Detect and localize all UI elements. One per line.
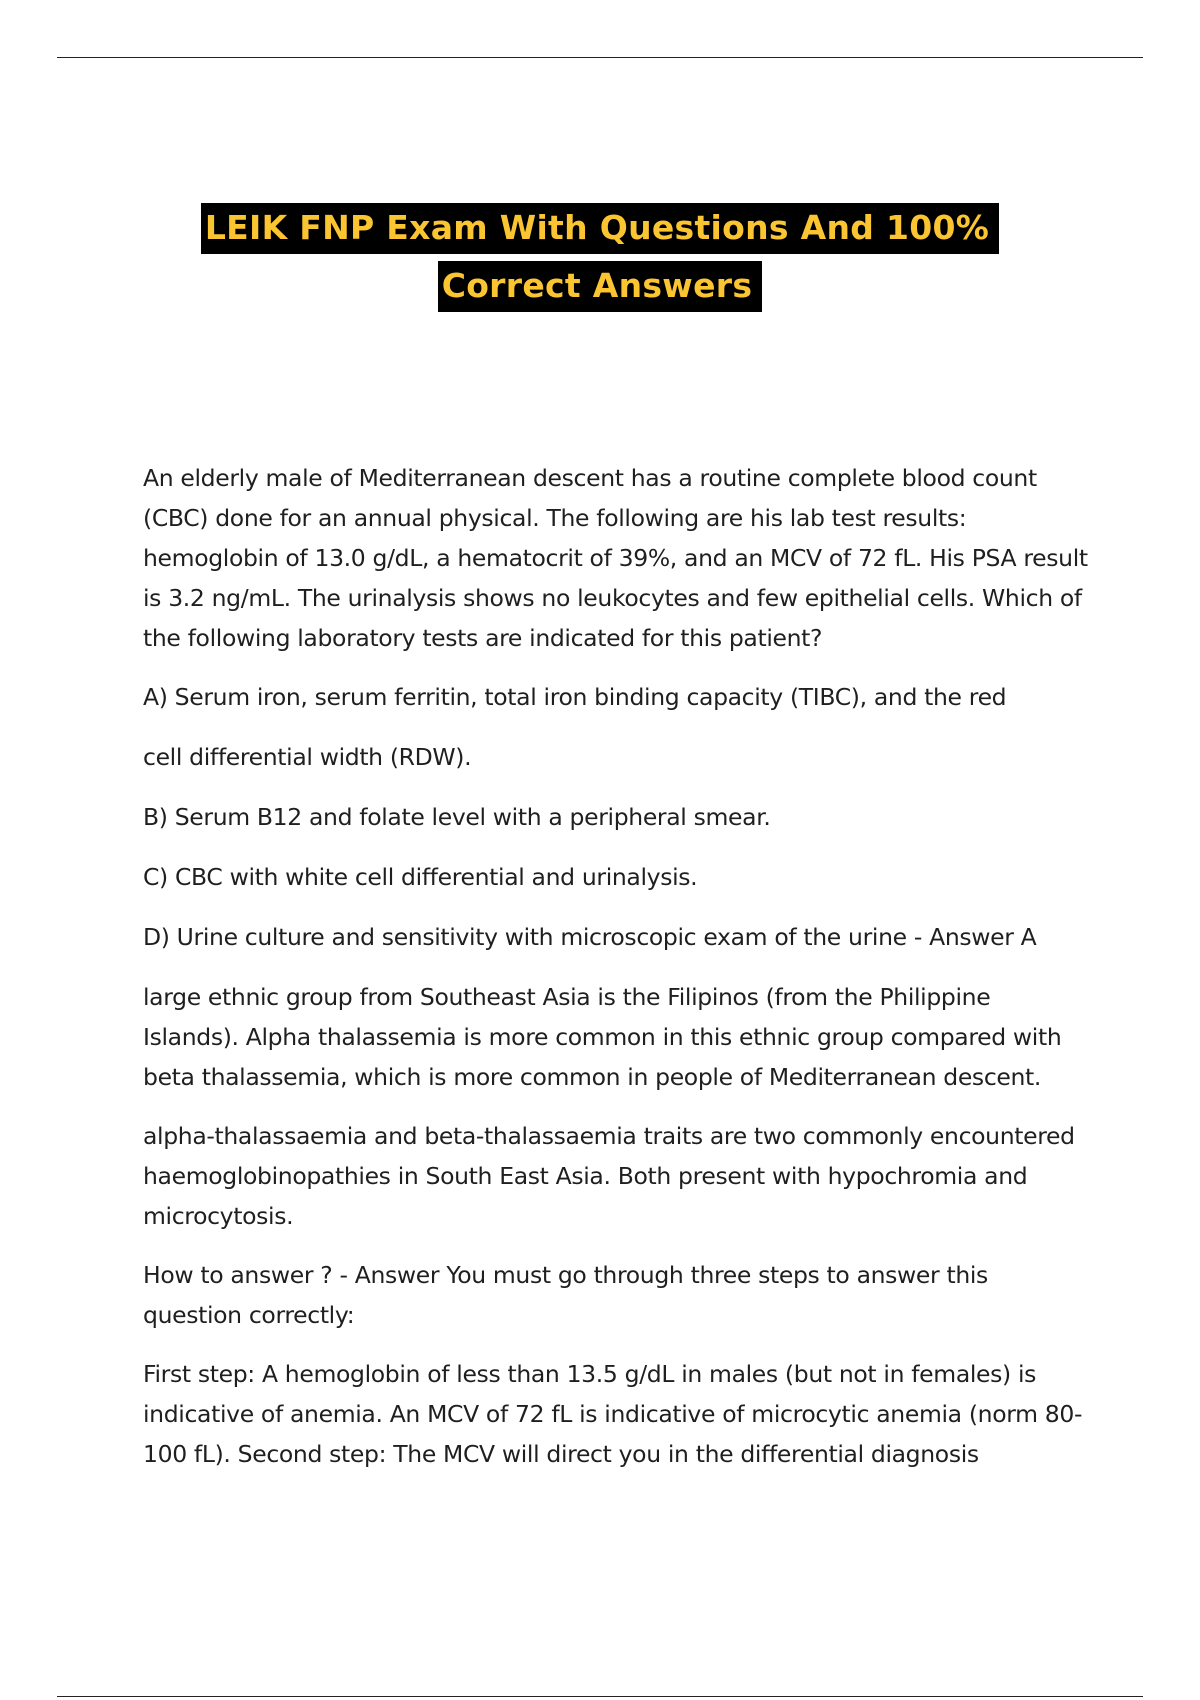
option-c: C) CBC with white cell differential and urinalysis. — [143, 863, 698, 891]
question-paragraph: An elderly male of Mediterranean descent has a routine complete blood count (CBC) done for an annual physical. The following are his lab test results: hemoglobin of 13.0 g/dL, a hematocrit of 39%, and an MCV of 72 fL. His PSA result is 3.2 ng/mL. The urinalysis shows no leukocytes and few epithelial cells. Which of the following laboratory tests are indicated for this patient? — [143, 464, 1088, 652]
option-a-line-1: A) Serum iron, serum ferritin, total iron binding capacity (TIBC), and the red — [143, 683, 1007, 711]
document-body — [143, 458, 1093, 1493]
option-a-line-2: cell differential width (RDW). — [143, 743, 472, 771]
top-rule — [57, 57, 1143, 58]
title-line-2: Correct Answers — [438, 261, 763, 312]
document-title — [0, 203, 1200, 319]
first-step-paragraph: First step: A hemoglobin of less than 13.5 g/dL in males (but not in females) is indicative of anemia. An MCV of 72 fL is indicative of microcytic anemia (norm 80-100 fL). Second step: The MCV will direct you in the differential diagnosis — [143, 1360, 1083, 1468]
explanation-paragraph: large ethnic group from Southeast Asia is the Filipinos (from the Philippine Islands). Alpha thalassemia is more common in this ethnic group compared with beta thalassemia, which is more common in people of Mediterranean descent. — [143, 983, 1062, 1091]
how-to-answer-paragraph: How to answer ? - Answer You must go through three steps to answer this question correctly: — [143, 1261, 988, 1329]
option-d-answer: D) Urine culture and sensitivity with microscopic exam of the urine - Answer A — [143, 923, 1037, 951]
title-line-1: LEIK FNP Exam With Questions And 100% — [201, 203, 999, 254]
bottom-rule — [57, 1696, 1143, 1697]
thalassaemia-paragraph: alpha-thalassaemia and beta-thalassaemia traits are two commonly encountered haemoglobinopathies in South East Asia. Both present with hypochromia and microcytosis. — [143, 1122, 1075, 1230]
option-b: B) Serum B12 and folate level with a peripheral smear. — [143, 803, 771, 831]
